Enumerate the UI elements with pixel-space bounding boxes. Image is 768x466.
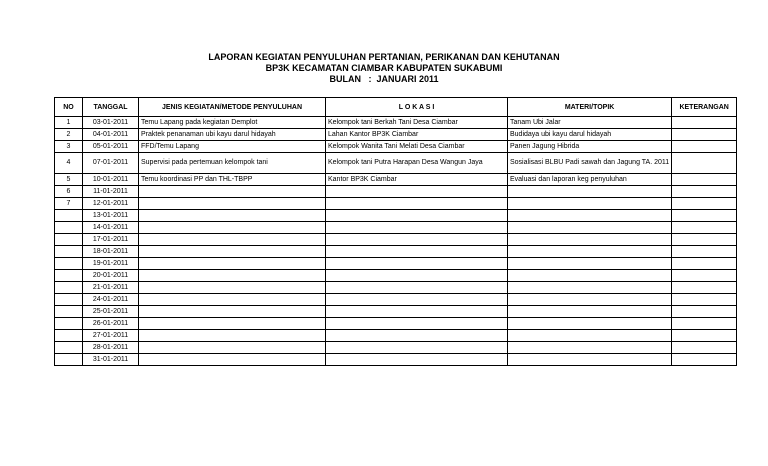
cell-keterangan [672, 234, 737, 246]
cell-kegiatan [139, 186, 326, 198]
cell-tanggal: 26-01-2011 [83, 318, 139, 330]
cell-no: 4 [55, 153, 83, 174]
cell-materi [508, 246, 672, 258]
cell-kegiatan [139, 270, 326, 282]
cell-materi [508, 330, 672, 342]
cell-kegiatan [139, 222, 326, 234]
cell-tanggal: 12-01-2011 [83, 198, 139, 210]
activity-table [54, 97, 737, 366]
cell-no: 3 [55, 141, 83, 153]
cell-lokasi: Kelompok tani Berkah Tani Desa Ciambar [326, 117, 508, 129]
cell-tanggal: 27-01-2011 [83, 330, 139, 342]
table-row [55, 282, 737, 294]
cell-tanggal: 17-01-2011 [83, 234, 139, 246]
cell-materi [508, 354, 672, 366]
cell-lokasi [326, 234, 508, 246]
cell-materi [508, 270, 672, 282]
table-body [55, 117, 737, 366]
cell-tanggal: 24-01-2011 [83, 294, 139, 306]
cell-lokasi [326, 210, 508, 222]
col-header-materi: MATERI/TOPIK [508, 98, 672, 117]
cell-keterangan [672, 270, 737, 282]
cell-tanggal: 11-01-2011 [83, 186, 139, 198]
cell-no [55, 318, 83, 330]
cell-kegiatan [139, 294, 326, 306]
cell-no [55, 222, 83, 234]
cell-keterangan [672, 186, 737, 198]
table-row [55, 141, 737, 153]
table-row [55, 306, 737, 318]
col-header-kegiatan: JENIS KEGIATAN/METODE PENYULUHAN [139, 98, 326, 117]
cell-materi: Sosialisasi BLBU Padi sawah dan Jagung TA. 2011 [508, 153, 672, 174]
cell-kegiatan [139, 282, 326, 294]
table-row [55, 354, 737, 366]
cell-kegiatan [139, 354, 326, 366]
table-row [55, 258, 737, 270]
cell-materi [508, 210, 672, 222]
cell-lokasi [326, 354, 508, 366]
report-subtitle: BP3K KECAMATAN CIAMBAR KABUPATEN SUKABUMI [265, 63, 503, 73]
cell-materi [508, 198, 672, 210]
report-title: LAPORAN KEGIATAN PENYULUHAN PERTANIAN, PERIKANAN DAN KEHUTANAN [208, 52, 560, 62]
table-row [55, 153, 737, 174]
cell-kegiatan [139, 342, 326, 354]
cell-lokasi: Lahan Kantor BP3K Ciambar [326, 129, 508, 141]
cell-materi [508, 294, 672, 306]
cell-lokasi: Kantor BP3K Ciambar [326, 174, 508, 186]
cell-tanggal: 19-01-2011 [83, 258, 139, 270]
cell-lokasi: Kelompok Wanita Tani Melati Desa Ciambar [326, 141, 508, 153]
table-row [55, 294, 737, 306]
table-row [55, 198, 737, 210]
cell-kegiatan: Supervisi pada pertemuan kelompok tani [139, 153, 326, 174]
col-header-lokasi: L O K A S I [326, 98, 508, 117]
cell-keterangan [672, 258, 737, 270]
cell-kegiatan [139, 234, 326, 246]
cell-no [55, 210, 83, 222]
cell-keterangan [672, 198, 737, 210]
cell-tanggal: 25-01-2011 [83, 306, 139, 318]
cell-no: 7 [55, 198, 83, 210]
cell-kegiatan: Temu Lapang pada kegiatan Demplot [139, 117, 326, 129]
cell-no [55, 342, 83, 354]
cell-lokasi [326, 258, 508, 270]
cell-keterangan [672, 117, 737, 129]
table-row [55, 174, 737, 186]
cell-kegiatan [139, 258, 326, 270]
cell-kegiatan: Temu koordinasi PP dan THL-TBPP [139, 174, 326, 186]
cell-lokasi [326, 306, 508, 318]
cell-no: 2 [55, 129, 83, 141]
report-month: BULAN : JANUARI 2011 [329, 74, 439, 84]
cell-no [55, 330, 83, 342]
cell-materi [508, 306, 672, 318]
cell-no: 5 [55, 174, 83, 186]
cell-lokasi [326, 186, 508, 198]
cell-keterangan [672, 306, 737, 318]
table-row [55, 318, 737, 330]
cell-no [55, 294, 83, 306]
cell-keterangan [672, 330, 737, 342]
cell-kegiatan [139, 246, 326, 258]
cell-kegiatan [139, 318, 326, 330]
cell-lokasi [326, 198, 508, 210]
cell-lokasi [326, 318, 508, 330]
cell-kegiatan [139, 198, 326, 210]
cell-keterangan [672, 210, 737, 222]
cell-tanggal: 05-01-2011 [83, 141, 139, 153]
cell-tanggal: 04-01-2011 [83, 129, 139, 141]
cell-materi [508, 234, 672, 246]
cell-keterangan [672, 141, 737, 153]
cell-keterangan [672, 342, 737, 354]
cell-lokasi [326, 330, 508, 342]
cell-no [55, 258, 83, 270]
cell-keterangan [672, 153, 737, 174]
cell-tanggal: 14-01-2011 [83, 222, 139, 234]
cell-materi: Tanam Ubi Jalar [508, 117, 672, 129]
col-header-keterangan: KETERANGAN [672, 98, 737, 117]
report-header [0, 52, 768, 85]
cell-keterangan [672, 354, 737, 366]
cell-kegiatan: Praktek penanaman ubi kayu darul hidayah [139, 129, 326, 141]
table-row [55, 210, 737, 222]
table-row [55, 330, 737, 342]
cell-materi [508, 186, 672, 198]
cell-no [55, 354, 83, 366]
cell-materi [508, 222, 672, 234]
cell-keterangan [672, 318, 737, 330]
table-row [55, 342, 737, 354]
col-header-no: NO [55, 98, 83, 117]
cell-keterangan [672, 129, 737, 141]
cell-lokasi [326, 222, 508, 234]
table-row [55, 186, 737, 198]
cell-tanggal: 21-01-2011 [83, 282, 139, 294]
cell-no [55, 306, 83, 318]
cell-keterangan [672, 282, 737, 294]
cell-lokasi: Kelompok tani Putra Harapan Desa Wangun Jaya [326, 153, 508, 174]
cell-tanggal: 03-01-2011 [83, 117, 139, 129]
cell-materi: Budidaya ubi kayu darul hidayah [508, 129, 672, 141]
cell-materi [508, 342, 672, 354]
cell-keterangan [672, 294, 737, 306]
cell-no: 1 [55, 117, 83, 129]
cell-kegiatan [139, 210, 326, 222]
col-header-tanggal: TANGGAL [83, 98, 139, 117]
table-header-row [55, 98, 737, 117]
cell-materi [508, 258, 672, 270]
cell-lokasi [326, 246, 508, 258]
cell-tanggal: 31-01-2011 [83, 354, 139, 366]
table-row [55, 222, 737, 234]
table-row [55, 117, 737, 129]
cell-materi: Evaluasi dan laporan keg penyuluhan [508, 174, 672, 186]
cell-keterangan [672, 246, 737, 258]
cell-materi: Panen Jagung Hibrida [508, 141, 672, 153]
cell-tanggal: 20-01-2011 [83, 270, 139, 282]
cell-kegiatan [139, 330, 326, 342]
cell-kegiatan [139, 306, 326, 318]
cell-materi [508, 318, 672, 330]
cell-keterangan [672, 174, 737, 186]
cell-no: 6 [55, 186, 83, 198]
cell-lokasi [326, 282, 508, 294]
cell-keterangan [672, 222, 737, 234]
cell-kegiatan: FFD/Temu Lapang [139, 141, 326, 153]
cell-lokasi [326, 342, 508, 354]
cell-tanggal: 07-01-2011 [83, 153, 139, 174]
cell-no [55, 282, 83, 294]
table-row [55, 270, 737, 282]
cell-tanggal: 28-01-2011 [83, 342, 139, 354]
cell-no [55, 234, 83, 246]
cell-tanggal: 10-01-2011 [83, 174, 139, 186]
cell-tanggal: 18-01-2011 [83, 246, 139, 258]
table-row [55, 129, 737, 141]
cell-tanggal: 13-01-2011 [83, 210, 139, 222]
cell-materi [508, 282, 672, 294]
table-row [55, 234, 737, 246]
cell-lokasi [326, 270, 508, 282]
table-row [55, 246, 737, 258]
cell-no [55, 270, 83, 282]
cell-no [55, 246, 83, 258]
cell-lokasi [326, 294, 508, 306]
